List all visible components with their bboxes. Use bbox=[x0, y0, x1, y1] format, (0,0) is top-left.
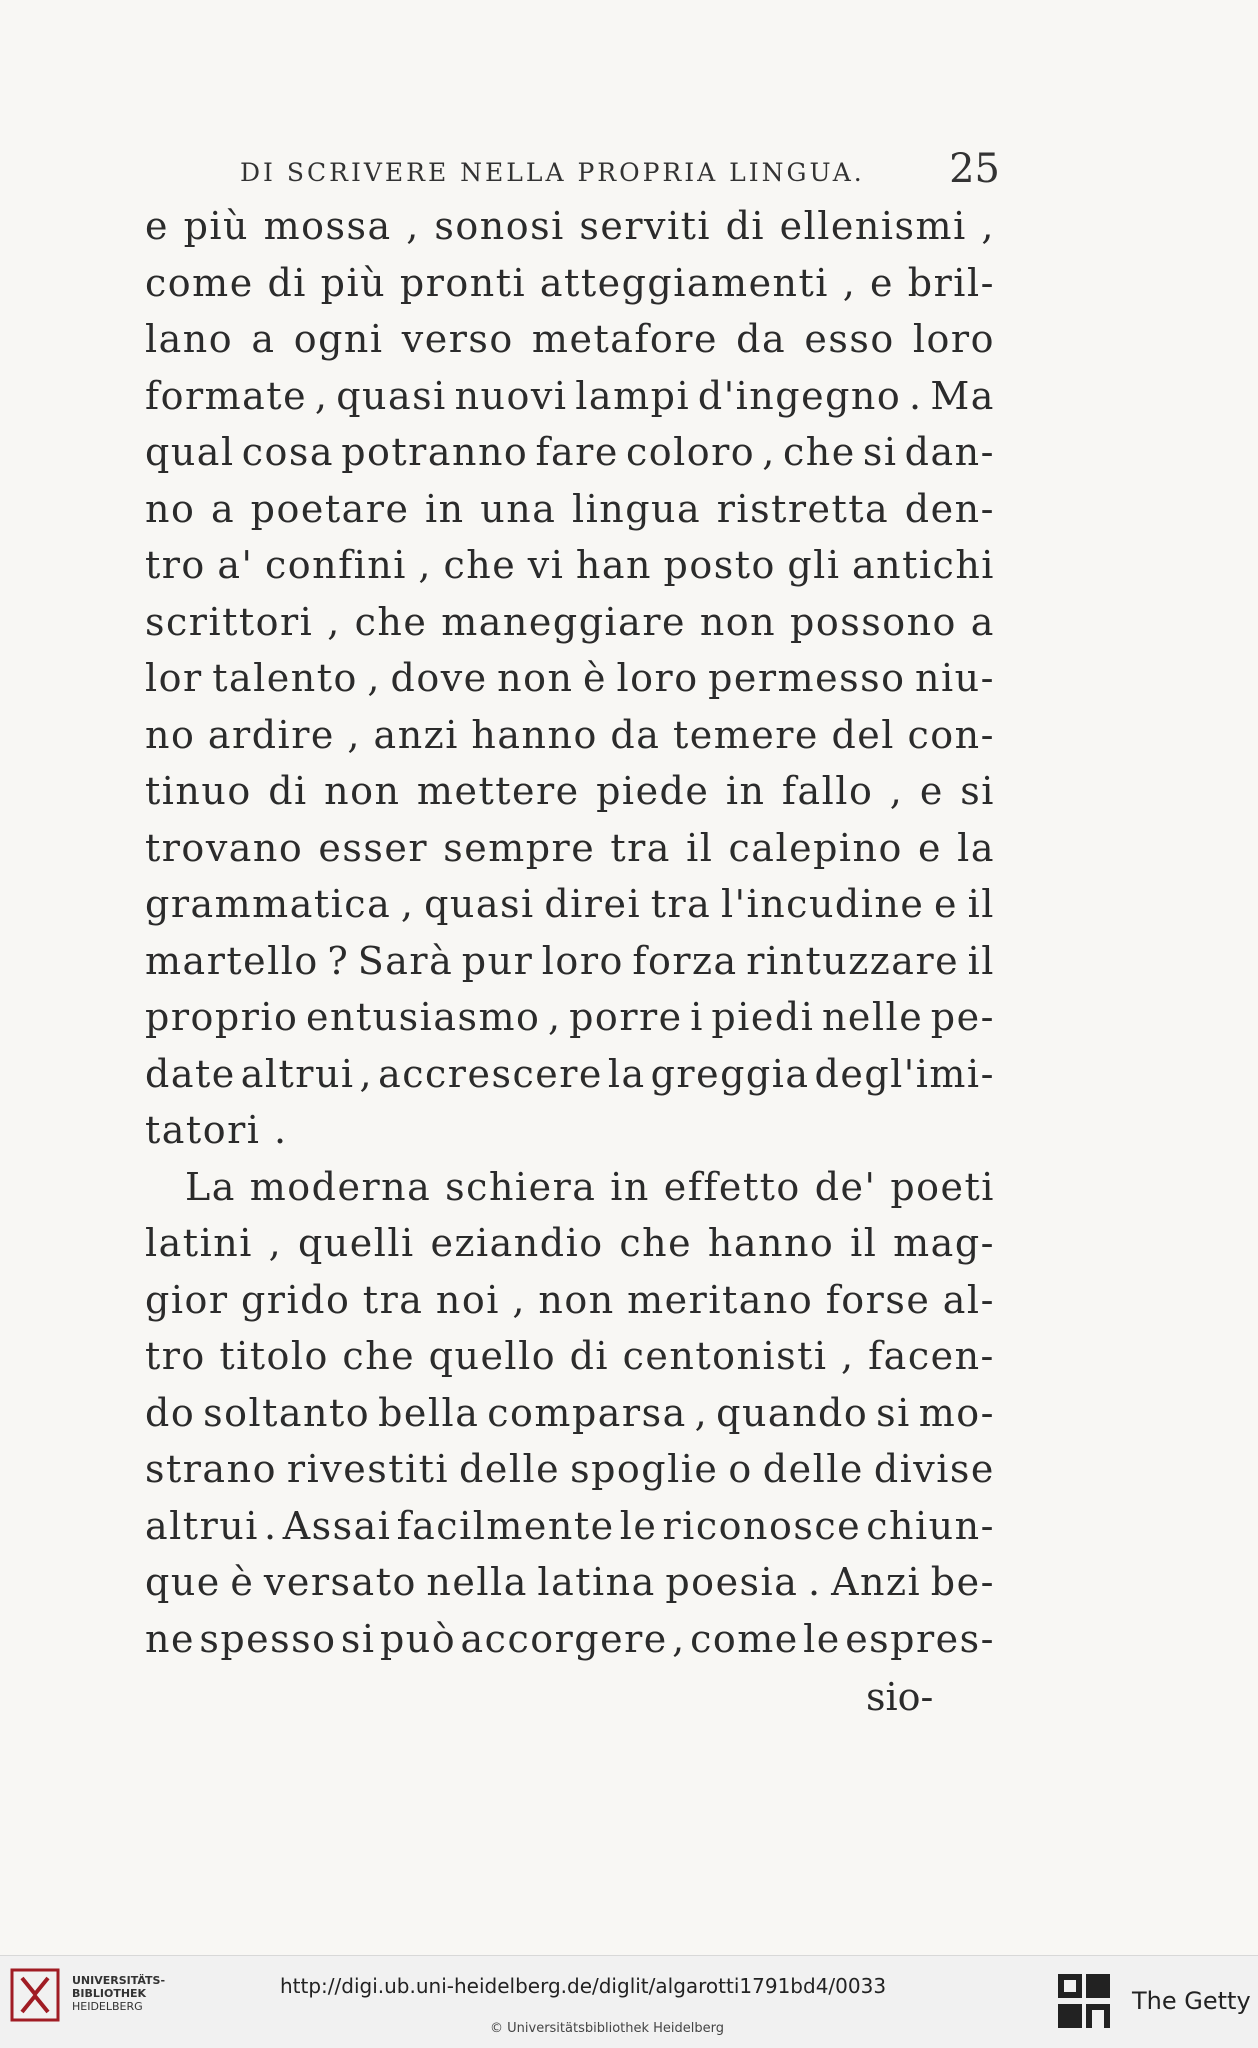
text-line: ne spesso si può accorgere , come le espres- bbox=[145, 1616, 995, 1661]
university-library-logo-icon bbox=[10, 1968, 60, 2022]
running-title: DI SCRIVERE NELLA PROPRIA LINGUA. bbox=[240, 158, 865, 187]
library-name: UNIVERSITÄTS- BIBLIOTHEK HEIDELBERG bbox=[72, 1974, 166, 2013]
text-line: no ardire , anzi hanno da temere del con- bbox=[145, 712, 995, 757]
footer-bar bbox=[0, 1955, 1258, 2048]
text-line: qual cosa potranno fare coloro , che si dan- bbox=[145, 430, 995, 474]
getty-logo-icon bbox=[1058, 1974, 1110, 2034]
text-line: gior grido tra noi , non meritano forse al- bbox=[145, 1277, 995, 1322]
text-line: latini , quelli eziandio che hanno il mag- bbox=[145, 1221, 995, 1265]
text-line: do soltanto bella comparsa , quando si mo- bbox=[145, 1390, 995, 1435]
text-line: date altrui , accrescere la greggia degl'imi- bbox=[145, 1051, 995, 1096]
text-line: lor talento , dove non è loro permesso niu- bbox=[145, 656, 995, 700]
text-line: e più mossa , sonosi serviti di ellenismi , bbox=[145, 204, 995, 248]
text-line: come di più pronti atteggiamenti , e bril- bbox=[145, 260, 995, 305]
text-line: scrittori , che maneggiare non possono a bbox=[145, 599, 995, 644]
text-line: lano a ogni verso metafore da esso loro bbox=[145, 317, 995, 361]
text-line: altrui . Assai facilmente le riconosce chiun- bbox=[145, 1503, 995, 1548]
text-line: no a poetare in una lingua ristretta den- bbox=[145, 486, 995, 531]
catchword: sio- bbox=[866, 1675, 934, 1719]
text-line: tatori . bbox=[145, 1108, 288, 1152]
text-line: tinuo di non mettere piede in fallo , e si bbox=[145, 769, 995, 813]
text-line: formate , quasi nuovi lampi d'ingegno . Ma bbox=[145, 373, 995, 418]
text-line: strano rivestiti delle spoglie o delle divise bbox=[145, 1447, 995, 1491]
text-line: grammatica , quasi direi tra l'incudine e il bbox=[145, 882, 995, 926]
page-header bbox=[240, 146, 1000, 192]
text-line: trovano esser sempre tra il calepino e la bbox=[145, 825, 995, 870]
body-text bbox=[145, 198, 995, 1667]
text-line: tro a' confini , che vi han posto gli antichi bbox=[145, 543, 995, 587]
copyright-notice: © Universitätsbibliothek Heidelberg bbox=[490, 2021, 725, 2036]
paragraph-start-line: La moderna schiera in effetto de' poeti bbox=[185, 1164, 995, 1209]
text-line: tro titolo che quello di centonisti , facen- bbox=[145, 1334, 995, 1378]
text-line: que è versato nella latina poesia . Anzi be- bbox=[145, 1560, 995, 1604]
text-line: proprio entusiasmo , porre i piedi nelle pe- bbox=[145, 995, 995, 1039]
digital-url-link[interactable]: http://digi.ub.uni-heidelberg.de/diglit/algarotti1791bd4/0033 bbox=[280, 1974, 887, 1998]
text-line: martello ? Sarà pur loro forza rintuzzare il bbox=[145, 938, 995, 983]
page-number: 25 bbox=[949, 146, 1000, 192]
getty-name: The Getty bbox=[1132, 1987, 1251, 2015]
